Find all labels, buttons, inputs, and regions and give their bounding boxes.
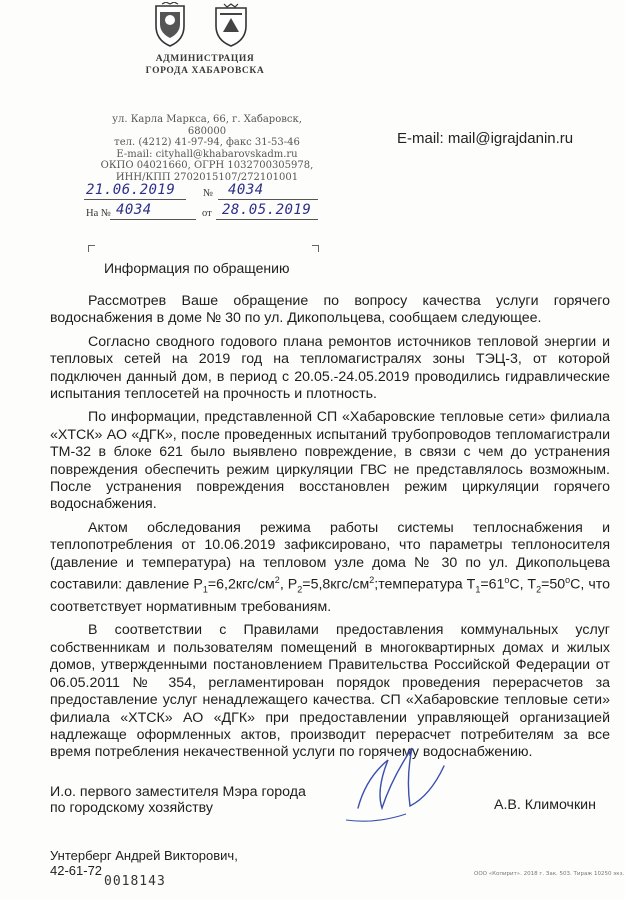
address-line: E-mail: cityhall@khabarovskadm.ru	[116, 148, 298, 160]
ref-number-line	[110, 219, 196, 220]
letter-body	[50, 293, 610, 768]
reg-date: 21.06.2019	[86, 182, 176, 198]
recipient-email: E-mail: mail@igrajdanin.ru	[397, 130, 574, 147]
address-line: ОКПО 04021660, ОГРН 1032700305978,	[100, 160, 314, 171]
executor-phone: 42-61-72	[50, 863, 103, 878]
paragraph-measurements: Актом обследования режима работы системы теплоснабжения и теплопотребления от 10.06.2019 зафиксировано, что параметры теплоносителя (давление и температура) на тепловом узле дома № 30 по ул. Дикопольцева составили: давление $P_1=6,2кгс/см^2$, $P_2=5,8кгс/см^2;температура$ $T_1=61^oC$, $T_2=50^oC$, что соответствует нормативным требованиям.	[50, 519, 611, 616]
handwritten-signature	[338, 738, 448, 828]
signatory-title	[50, 784, 306, 816]
reg-number-line	[218, 199, 318, 200]
serial-number: 0018143	[104, 874, 166, 889]
letter-subject: Информация по обращению	[104, 260, 290, 276]
reg-number-label: №	[203, 188, 214, 199]
ref-date-line	[216, 219, 318, 220]
address-line: тел. (4212) 41-97-94, факс 31-53-46	[114, 137, 300, 148]
paragraph: Рассмотрев Ваше обращение по вопросу качества услуги горячего водоснабжения в доме № 30 по ул. Дикопольцева, сообщаем следующее.	[50, 293, 610, 327]
subject-bracket-left	[88, 245, 95, 252]
region-coat-of-arms-icon	[211, 2, 251, 48]
ref-label: На №	[86, 208, 111, 219]
print-info: ООО «Копирит». 2018 г. Зак. 503. Тираж 10250 экз.	[474, 871, 625, 877]
paragraph: По информации, представленной СП «Хабаровские тепловые сети» филиала «ХТСК» АО «ДГК», после проведенных испытаний трубопроводов тепломагистрали ТМ-32 в блоке 621 было выявлено повреждение, в связи с чем до устранения повреждения обеспечить режим циркуляции ГВС не представлялось возможным. После устранения повреждения восстановлен режим циркуляции горячего водоснабжения.	[50, 409, 610, 513]
reg-number: 4034	[228, 182, 264, 198]
paragraph: В соответствии с Правилами предоставления коммунальных услуг собственникам и пользователям помещений в многоквартирных домах и жилых домов, утвержденными постановлением Правительства Российской Федерации от 06.05.2011 № 354, регламентирован порядок проведения перерасчетов за предоставление услуг ненадлежащего качества. СП «Хабаровские тепловые сети» филиала «ХТСК» АО «ДГК» при предоставлении управляющей организацией надлежаще оформленных актов, производит перерасчет потребителям за все время потребления некачественной услуги по горячему водоснабжению.	[50, 622, 610, 761]
signatory-title-line2: по городскому хозяйству	[50, 800, 214, 816]
org-name-line2: ГОРОДА ХАБАРОВСКА	[145, 66, 265, 76]
org-address	[96, 114, 318, 183]
ref-date: 28.05.2019	[222, 202, 312, 218]
address-line: ИНН/КПП 2702015107/272101001	[115, 171, 299, 183]
paragraph: Согласно сводного годового плана ремонтов источников тепловой энергии и тепловых сетей на 2019 год на тепломагистралях зоны ТЭЦ-3, от которой подключен данный дом, в период с 20.05.-24.05.2019 проводились гидравлические испытания теплосетей на прочность и плотность.	[50, 333, 610, 403]
signatory-name: А.В. Климочкин	[494, 797, 596, 813]
reg-date-line	[84, 199, 186, 200]
signatory-title-line1: И.о. первого заместителя Мэра города	[50, 784, 306, 800]
address-line: ул. Карла Маркса, 66, г. Хабаровск, 680000	[112, 114, 302, 137]
executor-name: Унтерберг Андрей Викторович,	[50, 848, 238, 863]
org-name-line1: АДМИНИСТРАЦИЯ	[155, 54, 255, 64]
coat-of-arms-icon	[150, 2, 190, 48]
ref-from-label: от	[202, 208, 212, 219]
ref-number: 4034	[116, 202, 152, 218]
subject-bracket-right	[312, 245, 319, 252]
